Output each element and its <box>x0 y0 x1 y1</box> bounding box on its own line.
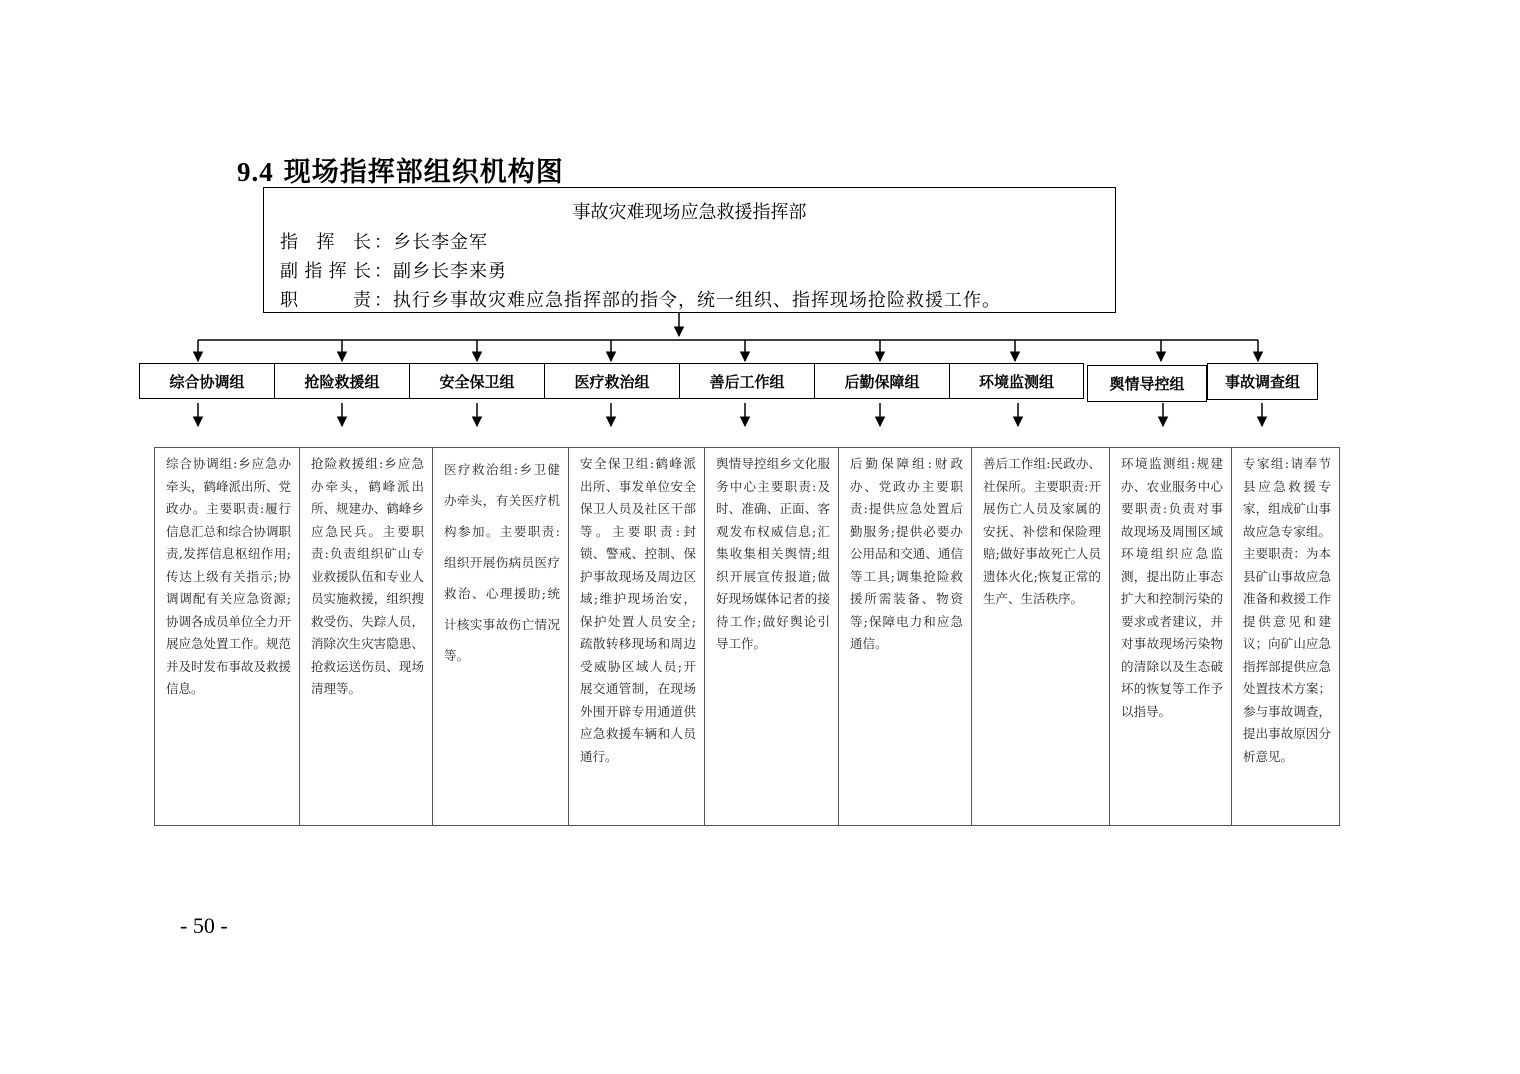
duty-down-arrows <box>198 403 1262 426</box>
group-drop-arrows <box>198 340 1258 361</box>
duty-cell: 安全保卫组:鹤峰派出所、事发单位安全保卫人员及社区干部等。主要职责:封锁、警戒、控制、保护事故现场及周边区域;维护现场治安，保护处置人员安全;疏散转移现场和周边受威胁区域人员;开展交通管制，在现场外围开辟专用通道供应急救援车辆和人员通行。 <box>569 448 705 825</box>
duties-table <box>154 447 1340 826</box>
heading-number: 9.4 <box>237 157 274 187</box>
group-box: 善后工作组 <box>679 363 815 399</box>
group-box: 环境监测组 <box>949 363 1084 399</box>
group-box: 舆情导控组 <box>1087 365 1207 402</box>
headquarters-title: 事故灾难现场应急救援指挥部 <box>572 202 807 223</box>
duty-value: ：执行乡事故灾难应急指挥部的指令，统一组织、指挥现场抢险救援工作。 <box>374 290 1001 311</box>
duty-cell: 环境监测组:规建办、农业服务中心要职责:负责对事故现场及周围区域环境组织应急监测，提出防止事态扩大和控制污染的要求或者建议，并对事故现场污染物的清除以及生态破坏的恢复等工作予以指导。 <box>1110 448 1232 825</box>
duty-cell: 舆情导控组乡文化服务中心主要职责:及时、准确、正面、客观发布权威信息;汇集收集相关舆情;组织开展宣传报道;做好现场媒体记者的接待工作;做好舆论引导工作。 <box>705 448 839 825</box>
duty-cell: 医疗救治组:乡卫健办牵头，有关医疗机构参加。主要职责:组织开展伤病员医疗救治、心理援助;统计核实事故伤亡情况等。 <box>433 448 569 825</box>
deputy-value: ：副乡长李来勇 <box>374 261 507 282</box>
duty-cell: 抢险救援组:乡应急办牵头，鹤峰派出所、规建办、鹤峰乡应急民兵。主要职责:负责组织矿山专业救援队伍和专业人员实施救援，组织搜救受伤、失踪人员，消除次生灾害隐患、抢救运送伤员、现场清理等。 <box>300 448 433 825</box>
page-number: - 50 - <box>180 913 228 938</box>
group-box: 安全保卫组 <box>409 363 545 399</box>
duty-cell: 善后工作组:民政办、社保所。主要职责:开展伤亡人员及家属的安抚、补偿和保险理赔;做好事故死亡人员遗体火化;恢复正常的生产、生活秩序。 <box>972 448 1110 825</box>
duty-cell: 专家组:请奉节县应急救援专家，组成矿山事故应急专家组。主要职责：为本县矿山事故应急准备和救援工作提供意见和建议；向矿山应急指挥部提供应急处置技术方案；参与事故调查，提出事故原因分析意见。 <box>1243 456 1331 764</box>
duty-label: 职 责 <box>280 290 372 311</box>
group-box: 后勤保障组 <box>814 363 950 399</box>
heading-text: 现场指挥部组织机构图 <box>283 157 564 188</box>
duty-cell: 后勤保障组:财政办、党政办主要职责:提供应急处置后勤服务;提供必要办公用品和交通、通信等工具;调集抢险救援所需装备、物资等;保障电力和应急通信。 <box>839 448 972 825</box>
group-box: 抢险救援组 <box>274 363 410 399</box>
group-box: 事故调查组 <box>1207 363 1318 400</box>
group-box: 综合协调组 <box>139 363 275 399</box>
group-box: 医疗救治组 <box>544 363 680 399</box>
duty-cell: 综合协调组:乡应急办牵头，鹤峰派出所、党政办。主要职责:履行信息汇总和综合协调职责,发挥信息枢纽作用;传达上级有关指示;协调调配有关应急资源;协调各成员单位全力开展应急处置工作。规范并及时发布事故及救援信息。 <box>155 448 300 825</box>
commander-value: ：乡长李金军 <box>374 232 488 253</box>
deputy-label: 副指挥长 <box>280 261 372 282</box>
commander-label: 指 挥 长 <box>280 232 372 253</box>
